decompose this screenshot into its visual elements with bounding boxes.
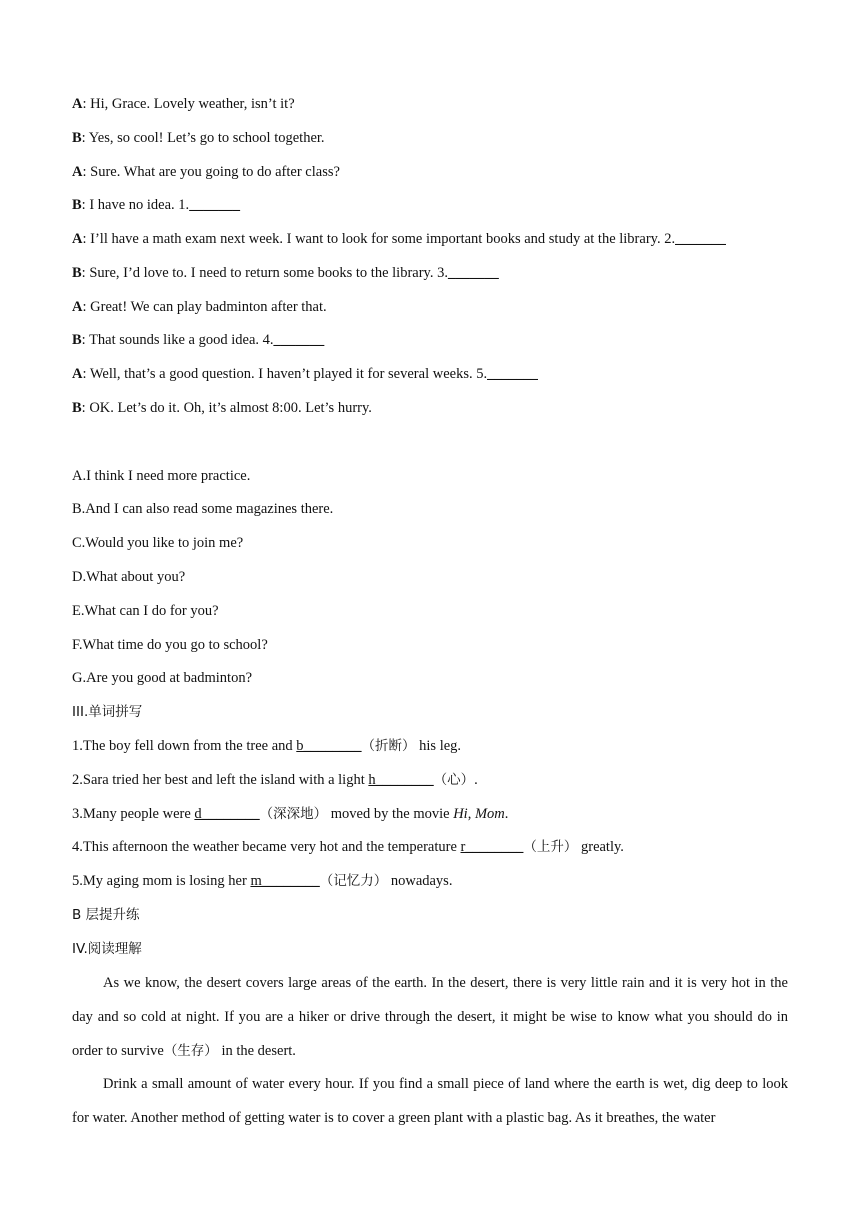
spelling-blank: d________ xyxy=(194,806,260,822)
spelling-blank: h________ xyxy=(368,772,434,788)
dialogue-line xyxy=(72,398,372,418)
chinese-hint: （心） xyxy=(433,772,475,788)
spelling-item xyxy=(72,837,624,857)
item-text: 1.The boy fell down from the tree and xyxy=(72,738,297,754)
option-c: C.Would you like to join me? xyxy=(72,535,244,551)
answer-blank-4: _______ xyxy=(273,332,325,348)
dialogue-line xyxy=(72,128,325,148)
line-text: : That sounds like a good idea. 4. xyxy=(81,332,274,348)
item-text: 3.Many people were xyxy=(72,806,195,822)
item-text: his leg. xyxy=(415,738,462,754)
chinese-hint: （生存） xyxy=(163,1043,218,1059)
dialogue-line xyxy=(72,364,538,384)
item-text: . xyxy=(474,772,478,788)
chinese-hint: （上升） xyxy=(523,839,578,855)
option-a: A.I think I need more practice. xyxy=(72,468,251,484)
item-text: , xyxy=(467,806,475,822)
speaker: A xyxy=(72,299,83,315)
spelling-item xyxy=(72,871,452,891)
speaker: A xyxy=(72,231,83,247)
dialogue-line xyxy=(72,162,340,182)
option-d: D.What about you? xyxy=(72,569,186,585)
answer-blank-5: _______ xyxy=(487,366,538,382)
chinese-hint: （深深地） xyxy=(259,806,328,822)
section-heading-iii: III.单词拼写 xyxy=(72,704,143,720)
item-text: 4.This afternoon the weather became very hot and the temperature xyxy=(72,839,461,855)
answer-blank-2: _______ xyxy=(675,231,726,247)
movie-title-part: Hi xyxy=(453,806,468,822)
line-text: : Yes, so cool! Let’s go to school together. xyxy=(81,130,325,146)
item-text: 2.Sara tried her best and left the island with a light xyxy=(72,772,369,788)
level-heading: B 层提升练 xyxy=(72,907,140,923)
speaker: A xyxy=(72,96,83,112)
speaker: B xyxy=(72,197,82,213)
dialogue-line xyxy=(72,263,499,283)
speaker: B xyxy=(72,400,82,416)
line-text: : OK. Let’s do it. Oh, it’s almost 8:00. Let’s hurry. xyxy=(81,400,372,416)
option-b: B.And I can also read some magazines there. xyxy=(72,501,334,517)
spelling-blank: b________ xyxy=(296,738,362,754)
movie-title-part: Mom xyxy=(474,806,505,822)
speaker: B xyxy=(72,130,82,146)
dialogue-line xyxy=(72,94,295,114)
spelling-item xyxy=(72,770,478,790)
section-heading-iv: IV.阅读理解 xyxy=(72,941,142,957)
line-text: : Hi, Grace. Lovely weather, isn’t it? xyxy=(82,96,295,112)
item-text: . xyxy=(504,806,509,822)
speaker: B xyxy=(72,265,82,281)
answer-blank-3: _______ xyxy=(447,265,499,281)
dialogue-line xyxy=(72,297,327,317)
reading-paragraph-2 xyxy=(72,1067,788,1135)
option-g: G.Are you good at badminton? xyxy=(72,670,253,686)
line-text: : I’ll have a math exam next week. I want to look for some important books and study at the library. 2. xyxy=(82,231,676,247)
chinese-hint: （折断） xyxy=(361,738,416,754)
dialogue-line xyxy=(72,330,324,350)
paragraph-text: in the desert. xyxy=(217,1043,296,1059)
spelling-item xyxy=(72,736,461,756)
paragraph-text: Drink a small amount of water every hour. If you find a small piece of land where the earth is wet, dig deep to look for water. Another method of getting water is to cover a green plant with a plastic bag. As it breathes, the water xyxy=(72,1076,788,1126)
speaker: A xyxy=(72,164,83,180)
option-e: E.What can I do for you? xyxy=(72,603,219,619)
spelling-blank: r________ xyxy=(460,839,524,855)
item-text: 5.My aging mom is losing her xyxy=(72,873,251,889)
item-text: nowadays. xyxy=(387,873,453,889)
line-text: : Great! We can play badminton after that. xyxy=(82,299,327,315)
chinese-hint: （记忆力） xyxy=(319,873,388,889)
spelling-blank: m________ xyxy=(250,873,320,889)
option-f: F.What time do you go to school? xyxy=(72,637,268,653)
speaker: A xyxy=(72,366,83,382)
reading-paragraph-1 xyxy=(72,966,788,1068)
speaker: B xyxy=(72,332,82,348)
line-text: : Sure, I’d love to. I need to return some books to the library. 3. xyxy=(81,265,448,281)
line-text: : Sure. What are you going to do after class? xyxy=(82,164,340,180)
answer-blank-1: _______ xyxy=(189,197,240,213)
item-text: moved by the movie xyxy=(327,806,454,822)
spelling-item xyxy=(72,804,508,824)
line-text: : Well, that’s a good question. I haven’t played it for several weeks. 5. xyxy=(82,366,488,382)
item-text: greatly. xyxy=(577,839,624,855)
dialogue-line xyxy=(72,229,726,249)
line-text: : I have no idea. 1. xyxy=(81,197,190,213)
paragraph-text: As we know, the desert covers large areas of the earth. In the desert, there is very little rain and it is very hot in the day and so cold at night. If you are a hiker or drive through the desert, it might be wise to know what you should do in order to survive xyxy=(72,975,788,1059)
dialogue-line xyxy=(72,195,240,215)
